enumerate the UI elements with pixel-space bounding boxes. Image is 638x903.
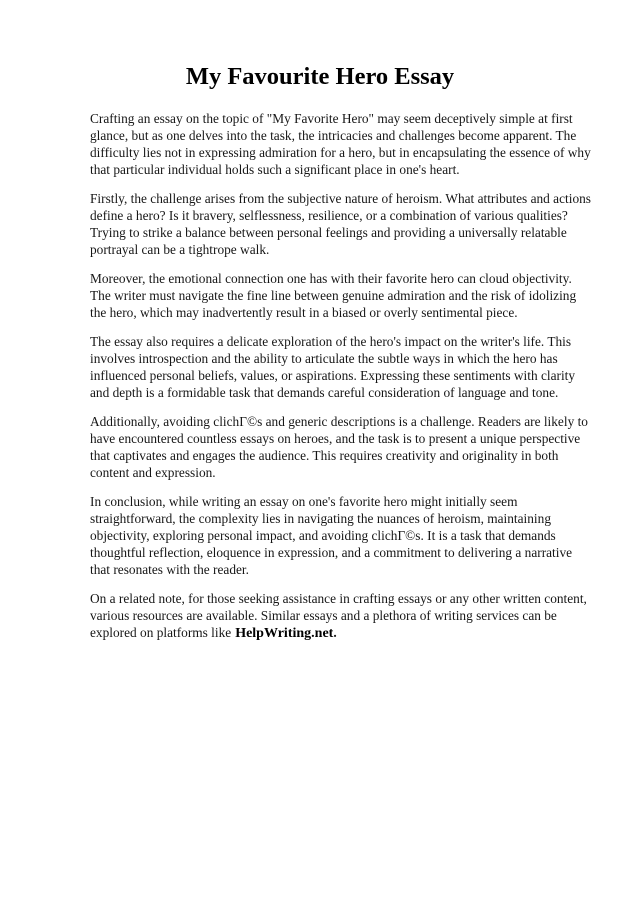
- paragraph-moreover: Moreover, the emotional connection one has with their favorite hero can cloud objectivity. The writer must navigate the fine line between genuine admiration and the risk of idolizing the hero, which may inadvertently result in a biased or overly sentimental piece.: [90, 271, 577, 320]
- paragraph-conclusion: In conclusion, while writing an essay on one's favorite hero might initially seem straightforward, the complexity lies in navigating the nuances of heroism, maintaining objectivity, exploring personal impact, and avoiding clichГ©s. It is a task that demands thoughtful reflection, eloquence in expression, and a commitment to delivering a narrative that resonates with the reader.: [90, 494, 573, 577]
- paragraph-impact: The essay also requires a delicate exploration of the hero's impact on the writer's life. This involves introspection and the ability to articulate the subtle ways in which the hero has influenced personal beliefs, values, or aspirations. Expressing these sentiments with clarity and depth is a formidable task that demands careful consideration of language and tone.: [90, 334, 576, 400]
- page-title: My Favourite Hero Essay: [185, 63, 455, 90]
- paragraph-additionally: Additionally, avoiding clichГ©s and generic descriptions is a challenge. Readers are likely to have encountered countless essays on heroes, and the task is to present a unique perspective that captivates and engages the audience. This requires creativity and originality in both content and expression.: [90, 414, 588, 480]
- paragraph-firstly: Firstly, the challenge arises from the subjective nature of heroism. What attributes and actions define a hero? Is it bravery, selflessness, resilience, or a combination of various qualities? Trying to strike a balance between personal feelings and providing a universally relatable portrayal can be a tightrope walk.: [90, 191, 591, 257]
- helpwriting-link[interactable]: HelpWriting.net: [235, 626, 334, 641]
- paragraph-related-note: [90, 590, 592, 642]
- related-note-text: On a related note, for those seeking assistance in crafting essays or any other written content, various resources are available. Similar essays and a plethora of writing services can be explored on platforms like: [90, 591, 587, 640]
- paragraph-intro: Crafting an essay on the topic of "My Favorite Hero" may seem deceptively simple at first glance, but as one delves into the task, the intricacies and challenges become apparent. The difficulty lies not in expressing admiration for a hero, but in encapsulating the essence of why that particular individual holds such a significant place in one's heart.: [90, 111, 591, 177]
- related-note-trailing: .: [333, 625, 337, 640]
